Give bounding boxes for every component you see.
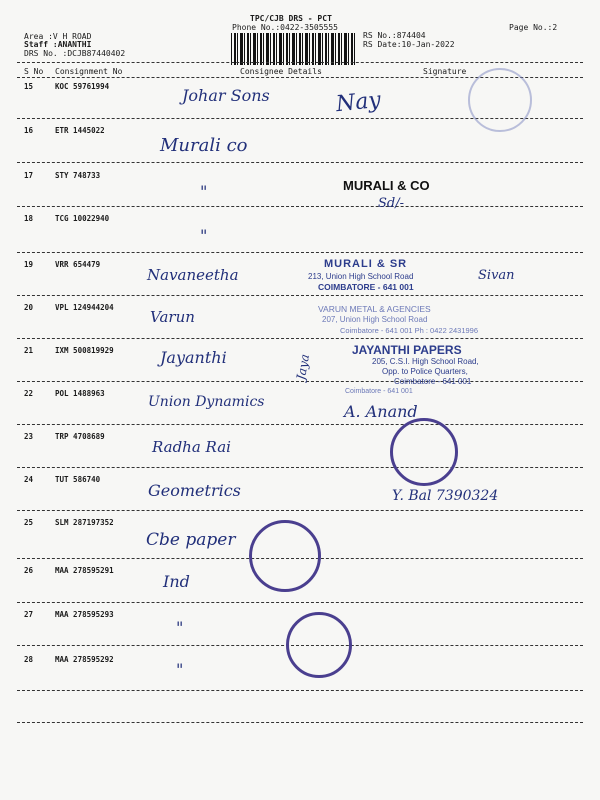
row-sno: 23: [24, 432, 34, 441]
row-divider: [17, 338, 583, 339]
col-consignee: Consignee Details: [240, 67, 322, 76]
row-sno: 17: [24, 171, 34, 180]
staff-label: Staff :ANANTHI: [24, 40, 92, 49]
row-divider: [17, 295, 583, 296]
row-divider: [17, 467, 583, 468]
row-sno: 24: [24, 475, 34, 484]
row-consignment: MAA 278595293: [55, 610, 114, 619]
consignee-hand: Varun: [150, 308, 195, 326]
row-consignment: POL 1488963: [55, 389, 105, 398]
row-consignment: TUT 586740: [55, 475, 101, 484]
stamp-jayanthi-address: 205, C.S.I. High School Road,: [372, 357, 479, 366]
stamp-murali-sr-city: COIMBATORE - 641 001: [318, 282, 414, 292]
row-sno: 19: [24, 260, 34, 269]
stamp-varun: VARUN METAL & AGENCIES: [318, 304, 431, 314]
stamp-jayanthi-address: Opp. to Police Quarters,: [382, 367, 468, 376]
row-consignment: STY 748733: [55, 171, 101, 180]
consignee-hand: Ind: [163, 572, 190, 591]
consignee-hand: Radha Rai: [152, 438, 231, 456]
row-sno: 26: [24, 566, 34, 575]
consignee-hand: Geometrics: [148, 481, 241, 500]
row-divider: [17, 690, 583, 691]
seal-stamp: [390, 418, 458, 486]
row-sno: 21: [24, 346, 34, 355]
doc-title: TPC/CJB DRS - PCT: [250, 14, 332, 23]
area-label: Area :V H ROAD: [24, 32, 92, 41]
consignee-hand: ": [176, 618, 184, 637]
col-consignment: Consignment No: [55, 67, 123, 76]
rs-number: RS No.:874404: [363, 31, 426, 40]
row-divider: [17, 510, 583, 511]
signature: Sivan: [478, 268, 515, 283]
seal-stamp: [286, 612, 352, 678]
row-sno: 16: [24, 126, 34, 135]
drs-number: DRS No. :DCJB87440402: [24, 49, 126, 58]
row-sno: 15: [24, 82, 34, 91]
col-sno: S No: [24, 67, 44, 76]
row-consignment: SLM 287197352: [55, 518, 114, 527]
row-divider: [17, 381, 583, 382]
stamp-varun-city: Coimbatore - 641 001 Ph : 0422 2431996: [340, 326, 479, 335]
barcode: [231, 33, 357, 65]
row-divider: [17, 722, 583, 723]
consignee-hand: ": [200, 182, 208, 201]
row-consignment: VPL 124944204: [55, 303, 114, 312]
row-consignment: ETR 1445022: [55, 126, 105, 135]
stamp-murali-sr-address: 213, Union High School Road: [308, 272, 414, 281]
consignee-hand: ": [200, 226, 208, 245]
consignee-hand: Navaneetha: [147, 266, 239, 284]
row-sno: 22: [24, 389, 34, 398]
row-consignment: MAA 278595291: [55, 566, 114, 575]
row-divider: [17, 162, 583, 163]
signature: Jaya: [293, 353, 313, 381]
row-sno: 18: [24, 214, 34, 223]
consignee-hand: ": [176, 660, 184, 679]
row-consignment: TCG 10022940: [55, 214, 110, 223]
stamp-jayanthi: JAYANTHI PAPERS: [352, 343, 462, 357]
stamp-murali-co: MURALI & CO: [343, 178, 430, 193]
signature: Sd/-: [378, 196, 404, 211]
phone-number: Phone No.:0422-3505555: [232, 23, 338, 32]
col-signature: Signature: [423, 67, 467, 76]
row-consignment: VRR 654479: [55, 260, 101, 269]
stamp-murali-sr: MURALI & SR: [324, 258, 408, 270]
stamp-jayanthi-city: Coimbatore - 641 001: [394, 377, 472, 386]
consignee-hand: Cbe paper: [146, 530, 236, 550]
row-sno: 28: [24, 655, 34, 664]
rs-date: RS Date:10-Jan-2022: [363, 40, 455, 49]
consignee-hand: Murali co: [160, 135, 248, 156]
consignee-hand: Union Dynamics: [148, 394, 265, 410]
signature: Y. Bal 7390324: [392, 488, 499, 504]
signature: Nay: [334, 87, 382, 118]
row-divider: [17, 206, 583, 207]
stamp-jayanthi-extra: Coimbatore - 641 001: [345, 388, 413, 395]
row-divider: [17, 602, 583, 603]
consignee-hand: Jayanthi: [160, 348, 227, 367]
row-divider: [17, 252, 583, 253]
page-number: Page No.:2: [509, 23, 558, 32]
seal-stamp: [249, 520, 321, 592]
row-consignment: MAA 278595292: [55, 655, 114, 664]
row-divider: [17, 424, 583, 425]
row-sno: 20: [24, 303, 34, 312]
row-consignment: TRP 4708689: [55, 432, 105, 441]
row-sno: 25: [24, 518, 34, 527]
divider: [17, 62, 583, 63]
stamp-varun-address: 207, Union High School Road: [322, 315, 428, 324]
row-consignment: KOC 59761994: [55, 82, 110, 91]
consignee-hand: Johar Sons: [182, 86, 270, 105]
row-consignment: IXM 500819929: [55, 346, 114, 355]
row-sno: 27: [24, 610, 34, 619]
seal-stamp: [468, 68, 532, 132]
signature: A. Anand: [344, 402, 418, 421]
